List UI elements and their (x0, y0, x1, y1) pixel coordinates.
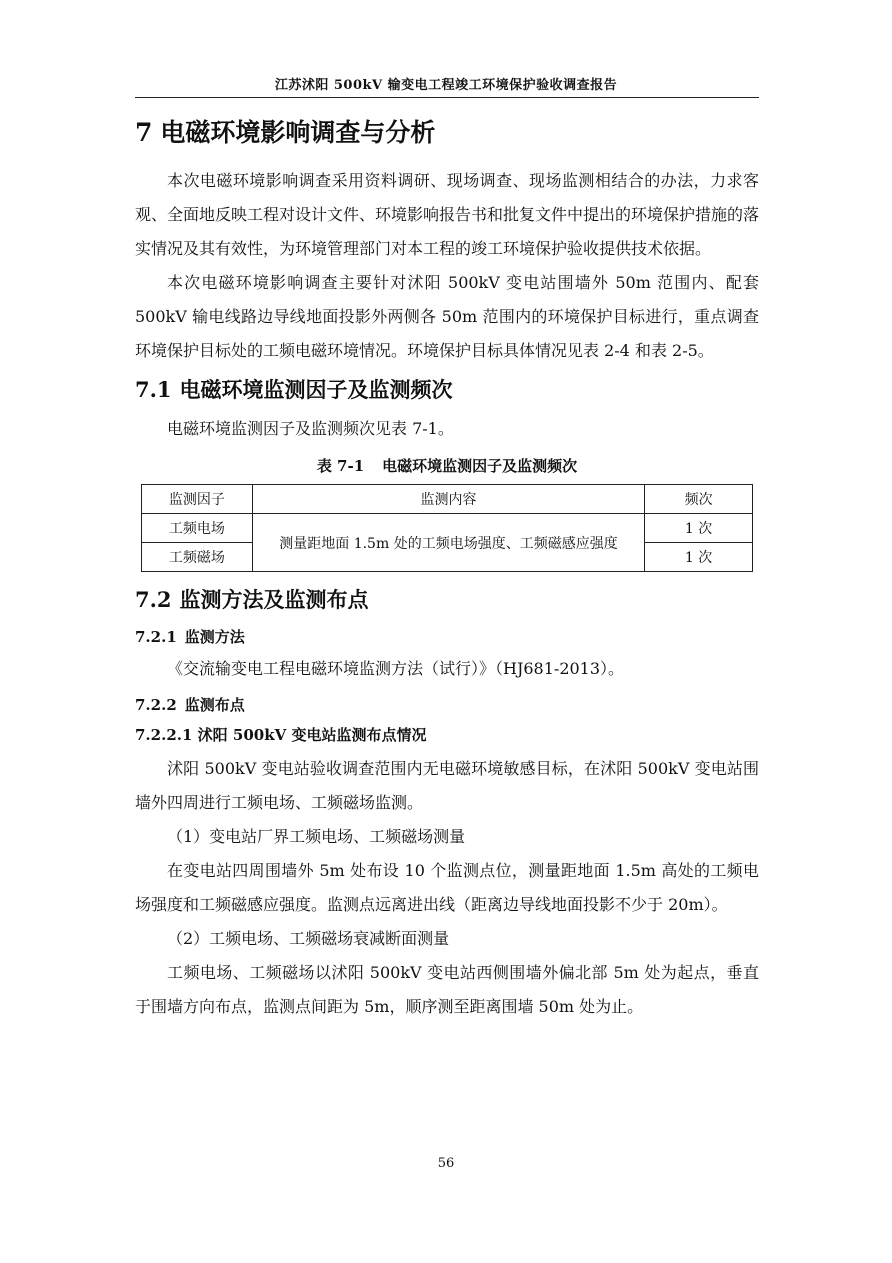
paragraph: 电磁环境监测因子及监测频次见表 7-1。 (167, 419, 454, 438)
column-header: 监测因子 (142, 485, 253, 514)
section-title: 沭阳 500kV 变电站监测布点情况 (197, 726, 427, 744)
section-7-2-2-heading (135, 692, 759, 718)
frequency-cell: 1 次 (645, 543, 753, 572)
paragraph: 本次电磁环境影响调查主要针对沭阳 500kV 变电站围墙外 50m 范围内、配套 500kV 输电线路边导线地面投影外两侧各 50m 范围内的环境保护目标进行，重点调查环境保护目标处的工频电磁环境情况。环境保护目标具体情况见表 2-4 和表 2-5。 (135, 273, 759, 360)
paragraph: 沭阳 500kV 变电站验收调查范围内无电磁环境敏感目标，在沭阳 500kV 变电站围墙外四周进行工频电场、工频磁场监测。 (135, 759, 759, 812)
section-number: 7 (135, 118, 153, 147)
section-title: 电磁环境影响调查与分析 (160, 118, 436, 147)
factor-cell: 工频电场 (142, 514, 253, 543)
paragraph: 在变电站四周围墙外 5m 处布设 10 个监测点位，测量距地面 1.5m 高处的工频电场强度和工频磁感应强度。监测点远离进出线（距离边导线地面投影不少于 20m）。 (135, 861, 759, 914)
section-7-2-1-heading (135, 624, 759, 650)
table-row (142, 514, 753, 543)
paragraph: 《交流输变电工程电磁环境监测方法（试行）》（HJ681-2013）。 (167, 659, 625, 678)
section-number: 7.2 (135, 587, 172, 612)
column-header: 监测内容 (252, 485, 644, 514)
section-7-2-2-1-heading (135, 722, 759, 748)
table-title: 电磁环境监测因子及监测频次 (382, 457, 578, 475)
section-title: 电磁环境监测因子及监测频次 (179, 377, 453, 402)
section-7-1-heading (135, 372, 759, 408)
column-header: 频次 (645, 485, 753, 514)
section-7-2-heading (135, 582, 759, 618)
page-content (135, 110, 759, 1024)
page-number: 56 (437, 1156, 455, 1171)
section-number: 7.2.2 (135, 696, 177, 714)
table-header-row (142, 485, 753, 514)
section-number: 7.2.2.1 (135, 726, 193, 744)
table-number: 表 7-1 (316, 457, 365, 475)
section-title: 监测布点 (184, 696, 245, 714)
section-7-heading (135, 110, 759, 156)
paragraph: 工频电场、工频磁场以沭阳 500kV 变电站西侧围墙外偏北部 5m 处为起点，垂直于围墙方向布点，监测点间距为 5m，顺序测至距离围墙 50m 处为止。 (135, 963, 759, 1016)
monitoring-table (141, 484, 753, 572)
paragraph: （1）变电站厂界工频电场、工频磁场测量 (167, 827, 466, 846)
factor-cell: 工频磁场 (142, 543, 253, 572)
frequency-cell: 1 次 (645, 514, 753, 543)
running-header: 江苏沭阳 500kV 输变电工程竣工环境保护验收调查报告 (274, 78, 618, 93)
content-cell: 测量距地面 1.5m 处的工频电场强度、工频磁感应强度 (252, 514, 644, 572)
paragraph: 本次电磁环境影响调查采用资料调研、现场调查、现场监测相结合的办法，力求客观、全面地反映工程对设计文件、环境影响报告书和批复文件中提出的环境保护措施的落实情况及其有效性，为环境管理部门对本工程的竣工环境保护验收提供技术依据。 (135, 171, 760, 258)
section-number: 7.1 (135, 377, 172, 402)
section-title: 监测方法及监测布点 (179, 587, 369, 612)
header-divider (135, 97, 759, 98)
section-number: 7.2.1 (135, 628, 177, 646)
section-title: 监测方法 (184, 628, 245, 646)
paragraph: （2）工频电场、工频磁场衰减断面测量 (167, 929, 450, 948)
table-caption (135, 454, 759, 478)
